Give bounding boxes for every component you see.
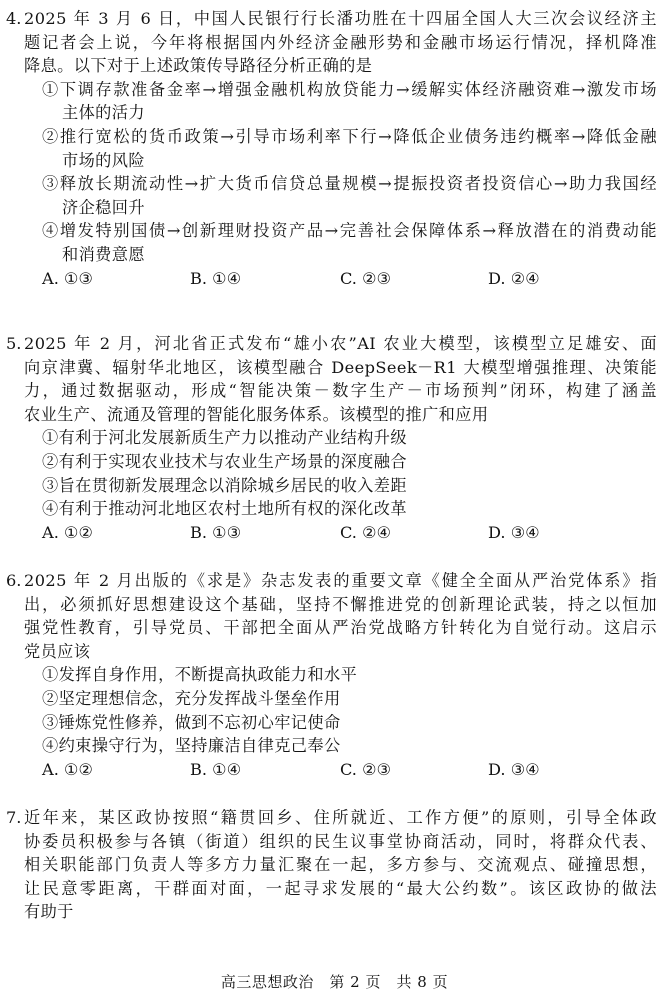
question-stem-line: 让民意零距离，干群面对面，一起寻求发展的“最大公约数”。该区政协的做法: [24, 878, 657, 898]
question-stem-line: 向京津冀、辐射华北地区，该模型融合 DeepSeek－R1 大模型增强推理、决策能: [24, 357, 657, 377]
question-stem-line: 2025 年 2 月，河北省正式发布“雄小农”AI 农业大模型，该模型立足雄安、面: [24, 334, 657, 353]
answer-choice-c: C. ②③: [340, 759, 392, 779]
question-stem-line: 有助于: [24, 902, 74, 922]
question-stem-line: 强党性教育，引导党员、干部把全面从严治党战略方针转化为自觉行动。这启示: [24, 618, 657, 638]
question-number: 6.: [6, 571, 22, 590]
answer-choice-b: B. ①④: [190, 268, 242, 288]
question-stem-line: 出，必须抓好思想建设这个基础，坚持不懈推进党的创新理论武装，持之以恒加: [24, 594, 657, 614]
question-stem-line: 近年来，某区政协按照“籍贯回乡、住所就近、工作方便”的原则，引导全体政: [24, 808, 657, 827]
statement-option-line: ④增发特别国债→创新理财投资产品→完善社会保障体系→释放潜在的消费动能: [42, 221, 657, 241]
statement-option-line: ③释放长期流动性→扩大货币信贷总量规模→提振投资者投资信心→助力我国经: [42, 174, 657, 194]
statement-option-line: ④约束操守行为，坚持廉洁自律克己奉公: [42, 736, 341, 756]
question-stem-line: 党员应该: [24, 641, 91, 661]
question-number: 7.: [6, 808, 22, 827]
statement-option-line: ①有利于河北发展新质生产力以推动产业结构升级: [42, 428, 407, 448]
question-stem-line: 相关职能部门负责人等多方力量汇聚在一起，多方参与、交流观点、碰撞思想，: [24, 855, 657, 875]
answer-choice-d: D. ②④: [488, 268, 540, 288]
answer-choices: [42, 522, 642, 544]
statement-option-line: ②坚定理想信念，充分发挥战斗堡垒作用: [42, 689, 341, 708]
answer-choice-b: B. ①③: [190, 522, 242, 542]
answer-choice-a: A. ①②: [42, 759, 94, 779]
statement-option-line: 市场的风险: [62, 150, 145, 170]
answer-choice-a: A. ①②: [42, 522, 94, 542]
question-number: 5.: [6, 334, 22, 353]
answer-choice-d: D. ③④: [488, 759, 540, 779]
statement-option-line: 主体的活力: [62, 103, 145, 123]
question-stem-line: 力，通过数据驱动，形成“智能决策－数字生产－市场预判”闭环，构建了涵盖: [24, 381, 657, 401]
answer-choice-b: B. ①④: [190, 759, 242, 779]
statement-option-line: ①发挥自身作用，不断提高执政能力和水平: [42, 665, 358, 685]
answer-choice-a: A. ①③: [42, 268, 94, 288]
question-stem-line: 降息。以下对于上述政策传导路径分析正确的是: [24, 56, 373, 76]
statement-option-line: ②有利于实现农业技术与农业生产场景的深度融合: [42, 452, 407, 471]
question-stem-line: 2025 年 3 月 6 日，中国人民银行行长潘功胜在十四届全国人大三次会议经济主: [24, 9, 657, 28]
statement-option-line: ④有利于推动河北地区农村土地所有权的深化改革: [42, 499, 407, 519]
page-footer: 高三思想政治 第 2 页 共 8 页: [220, 973, 449, 991]
statement-option-line: ③锤炼党性修养，做到不忘初心牢记使命: [42, 712, 341, 732]
answer-choices: [42, 268, 642, 290]
statement-option-line: ②推行宽松的货币政策→引导市场利率下行→降低企业债务违约概率→降低金融: [42, 127, 657, 146]
question-stem-line: 2025 年 2 月出版的《求是》杂志发表的重要文章《健全全面从严治党体系》指: [24, 571, 657, 590]
question-stem-line: 农业生产、流通及管理的智能化服务体系。该模型的推广和应用: [24, 404, 489, 424]
question-stem-line: 协委员积极参与各镇（街道）组织的民生议事堂协商活动，同时，将群众代表、: [24, 831, 657, 851]
statement-option-line: 和消费意愿: [62, 245, 145, 264]
statement-option-line: ①下调存款准备金率→增强金融机构放贷能力→缓解实体经济融资难→激发市场: [42, 79, 657, 99]
statement-option-line: 济企稳回升: [62, 197, 145, 217]
answer-choice-c: C. ②③: [340, 268, 392, 288]
statement-option-line: ③旨在贯彻新发展理念以消除城乡居民的收入差距: [42, 475, 407, 495]
answer-choices: [42, 759, 642, 781]
answer-choice-c: C. ②④: [340, 522, 392, 542]
answer-choice-d: D. ③④: [488, 522, 540, 542]
question-number: 4.: [6, 9, 22, 28]
question-stem-line: 题记者会上说，今年将根据国内外经济金融形势和金融市场运行情况，择机降准: [24, 32, 657, 52]
